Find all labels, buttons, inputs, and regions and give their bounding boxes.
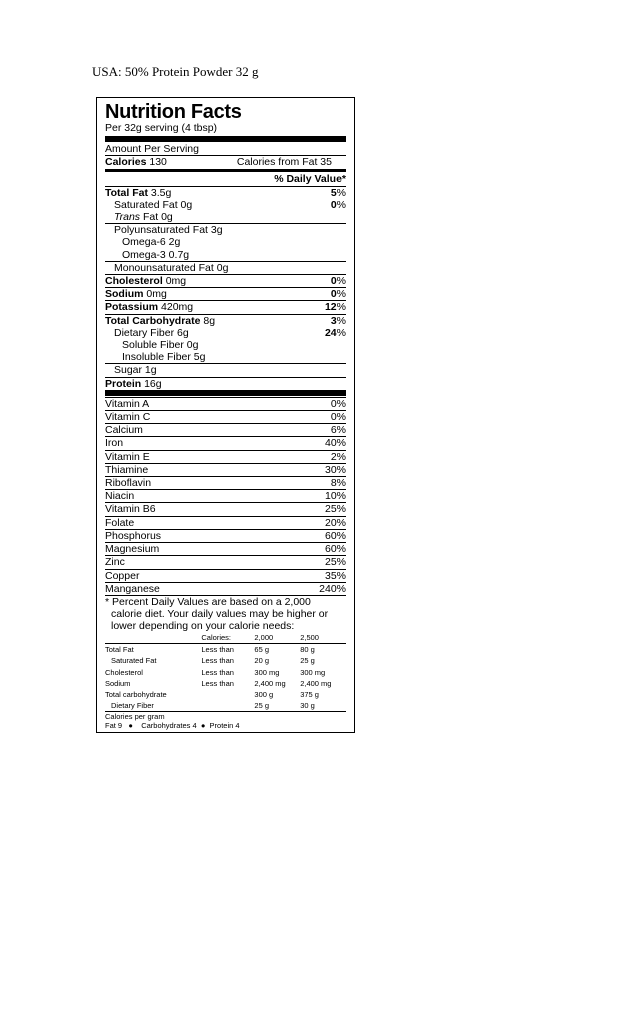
nutrient-row-trans-fat — [105, 211, 346, 223]
nutrient-label: Saturated Fat — [114, 198, 178, 211]
nutrient-row-insoluble-fiber — [105, 351, 346, 363]
dv-table-cell: Sodium — [105, 678, 131, 688]
amount-per-serving: Amount Per Serving — [105, 143, 199, 155]
medium-divider — [105, 169, 346, 172]
nutrient-row-dietary-fiber — [105, 327, 346, 339]
vitamin-row — [105, 516, 346, 529]
nutrient-amount: 0mg — [165, 275, 187, 288]
dv-table-cell: 2,000 — [254, 632, 300, 644]
vitamin-row — [105, 476, 346, 489]
calories-from-fat: Calories from Fat 35 — [236, 156, 332, 169]
vitamin-dv: 25% — [324, 556, 346, 569]
dv-table-row — [105, 667, 346, 678]
vitamin-name: Manganese — [105, 582, 160, 595]
nutrient-row-potassium — [105, 300, 346, 313]
dv-table-cell: 300 mg — [300, 667, 326, 677]
nutrient-dv-unit: % — [336, 326, 346, 339]
nutrient-amount: 16g — [144, 377, 162, 390]
dv-table-row — [105, 678, 346, 689]
nutrient-row-soluble-fiber — [105, 339, 346, 351]
thick-divider — [105, 390, 346, 396]
dv-table-cell: 300 mg — [254, 667, 280, 677]
dv-table-cell: Total carbohydrate — [105, 689, 167, 699]
nutrient-dv-unit: % — [336, 288, 346, 301]
dv-table-cell — [105, 632, 201, 644]
dv-table-cell: 375 g — [300, 689, 319, 699]
vitamin-name: Copper — [105, 569, 140, 582]
vitamin-name: Vitamin C — [105, 411, 151, 424]
serving-size: Per 32g serving (4 tbsp) — [105, 122, 218, 134]
vitamin-dv: 2% — [330, 450, 346, 463]
nutrient-label: Omega-3 0.7g — [122, 248, 190, 261]
vitamin-name: Calcium — [105, 424, 143, 437]
nutrient-dv: 24 — [324, 326, 337, 339]
calories-per-gram-values: Fat 9 ● Carbohydrates 4 ● Protein 4 — [105, 721, 240, 731]
dv-table-row — [105, 655, 346, 666]
dv-table-cell: 20 g — [254, 656, 270, 666]
thick-divider — [105, 136, 346, 142]
vitamin-name: Folate — [105, 516, 135, 529]
vitamin-row — [105, 450, 346, 463]
vitamin-dv: 0% — [330, 411, 346, 424]
vitamin-name: Thiamine — [105, 463, 149, 476]
vitamin-dv: 8% — [330, 477, 346, 490]
vitamin-row — [105, 542, 346, 555]
nutrient-amount: 8g — [203, 314, 216, 327]
nutrient-dv-unit: % — [336, 186, 346, 199]
dv-table-cell: 65 g — [254, 645, 270, 655]
vitamin-dv: 40% — [324, 437, 346, 450]
dv-table-cell — [201, 700, 254, 712]
nutrient-label: Sugar 1g — [114, 364, 157, 377]
label-title: Nutrition Facts — [105, 101, 242, 123]
nutrient-amount: 0g — [180, 198, 193, 211]
dv-table-cell: 80 g — [300, 645, 315, 655]
calories-value: 130 — [149, 156, 167, 169]
nutrient-dv: 0 — [330, 275, 337, 288]
vitamin-dv: 60% — [324, 529, 346, 542]
nutrient-row-total-carbohydrate — [105, 314, 346, 327]
vitamin-row — [105, 529, 346, 542]
nutrient-label: Soluble Fiber 0g — [122, 339, 199, 352]
vitamin-dv: 10% — [324, 490, 346, 503]
document-caption: USA: 50% Protein Powder 32 g — [92, 64, 259, 79]
nutrient-dv-unit: % — [336, 275, 346, 288]
nutrient-label: Protein — [105, 377, 142, 390]
vitamin-list — [105, 397, 346, 595]
nutrient-amount: 3.5g — [150, 186, 172, 199]
vitamin-dv: 25% — [324, 503, 346, 516]
vitamin-row — [105, 502, 346, 515]
dv-table-cell: Less than — [201, 678, 234, 688]
nutrient-row-sugar — [105, 363, 346, 376]
daily-value-header: % Daily Value* — [274, 173, 346, 186]
dv-table-cell: 25 g — [254, 700, 300, 712]
dv-table-header — [105, 632, 346, 644]
vitamin-row — [105, 423, 346, 436]
nutrient-label: Total Fat — [105, 186, 148, 199]
vitamin-name: Vitamin A — [105, 397, 150, 410]
nutrient-dv: 0 — [330, 198, 337, 211]
daily-value-table — [105, 632, 346, 712]
vitamin-name: Riboflavin — [105, 477, 152, 490]
vitamin-dv: 60% — [324, 543, 346, 556]
nutrient-row-protein — [105, 377, 346, 390]
vitamin-row — [105, 410, 346, 423]
nutrient-dv-unit: % — [336, 314, 346, 327]
dv-table-cell: Less than — [201, 645, 234, 655]
vitamin-row — [105, 555, 346, 568]
nutrient-dv-unit: % — [336, 198, 346, 211]
vitamin-row — [105, 582, 346, 595]
vitamin-name: Zinc — [105, 556, 125, 569]
footnote — [105, 595, 346, 632]
vitamin-name: Iron — [105, 437, 124, 450]
nutrient-label: Trans — [114, 211, 141, 224]
amount-per-serving-row — [105, 143, 346, 155]
nutrient-dv: 12 — [324, 301, 337, 314]
footnote-line: calorie diet. Your daily values may be higher or — [111, 607, 329, 620]
vitamin-dv: 30% — [324, 463, 346, 476]
nutrient-label: Polyunsaturated Fat 3g — [114, 224, 223, 237]
nutrient-label: Cholesterol — [105, 275, 163, 288]
nutrient-row-omega6 — [105, 236, 346, 248]
vitamin-row — [105, 436, 346, 449]
nutrient-dv: 5 — [330, 186, 337, 199]
dv-table-cell: Less than — [201, 656, 234, 666]
nutrient-row-saturated-fat — [105, 199, 346, 211]
vitamin-dv: 6% — [330, 424, 346, 437]
vitamin-dv: 240% — [319, 582, 346, 595]
nutrient-row-omega3 — [105, 249, 346, 261]
dv-table-body — [105, 644, 346, 712]
nutrient-amount: 420mg — [161, 301, 194, 314]
calories-label: Calories — [105, 156, 147, 169]
dv-table-cell: 25 g — [300, 656, 315, 666]
dv-table-row — [105, 689, 346, 700]
nutrient-label: Potassium — [105, 301, 159, 314]
vitamin-name: Vitamin E — [105, 450, 150, 463]
nutrient-label: Sodium — [105, 288, 144, 301]
calories-row — [105, 155, 346, 168]
dv-table-cell: Calories: — [201, 632, 254, 644]
vitamin-dv: 20% — [324, 516, 346, 529]
nutrient-dv-unit: % — [336, 301, 346, 314]
footnote-line: * Percent Daily Values are based on a 2,000 — [105, 595, 311, 608]
nutrient-row-monounsaturated-fat — [105, 261, 346, 274]
nutrient-row-cholesterol — [105, 274, 346, 287]
dv-table-row — [105, 644, 346, 656]
nutrient-label: Dietary Fiber 6g — [114, 326, 189, 339]
footnote-line: lower depending on your calorie needs: — [111, 619, 295, 632]
dv-table-cell: 2,400 mg — [254, 678, 286, 688]
nutrient-dv: 0 — [330, 288, 337, 301]
calories-per-gram: Calories per gram — [105, 712, 165, 722]
vitamin-row — [105, 489, 346, 502]
dv-table-cell: Total Fat — [105, 645, 134, 655]
dv-table-cell: 2,400 mg — [300, 678, 332, 688]
nutrition-facts-label — [96, 97, 355, 733]
vitamin-dv: 35% — [324, 569, 346, 582]
dv-table-cell: Less than — [201, 667, 234, 677]
nutrient-row-sodium — [105, 287, 346, 300]
nutrient-amount: 0mg — [146, 288, 167, 301]
nutrient-label: Total Carbohydrate — [105, 314, 201, 327]
vitamin-row — [105, 569, 346, 582]
vitamin-name: Phosphorus — [105, 529, 162, 542]
dv-table-cell: Cholesterol — [105, 667, 143, 677]
vitamin-dv: 0% — [330, 397, 346, 410]
nutrient-dv: 3 — [330, 314, 337, 327]
nutrient-row-polyunsaturated-fat — [105, 223, 346, 236]
vitamin-name: Niacin — [105, 490, 135, 503]
dv-table-cell: Saturated Fat — [111, 656, 157, 666]
dv-table-cell: Dietary Fiber — [105, 700, 201, 712]
nutrient-label: Insoluble Fiber 5g — [122, 351, 206, 364]
vitamin-row — [105, 397, 346, 410]
vitamin-row — [105, 463, 346, 476]
vitamin-name: Vitamin B6 — [105, 503, 156, 516]
dv-table-cell — [201, 689, 254, 700]
vitamin-name: Magnesium — [105, 543, 160, 556]
dv-table-cell: 30 g — [300, 700, 346, 712]
nutrient-label: Monounsaturated Fat 0g — [114, 261, 229, 274]
dv-table-cell: 300 g — [254, 689, 274, 699]
nutrient-row-total-fat — [105, 186, 346, 199]
nutrient-amount: Fat 0g — [140, 211, 173, 224]
dv-table-row — [105, 700, 346, 712]
dv-table-cell: 2,500 — [300, 632, 346, 644]
nutrient-label: Omega-6 2g — [122, 236, 181, 249]
